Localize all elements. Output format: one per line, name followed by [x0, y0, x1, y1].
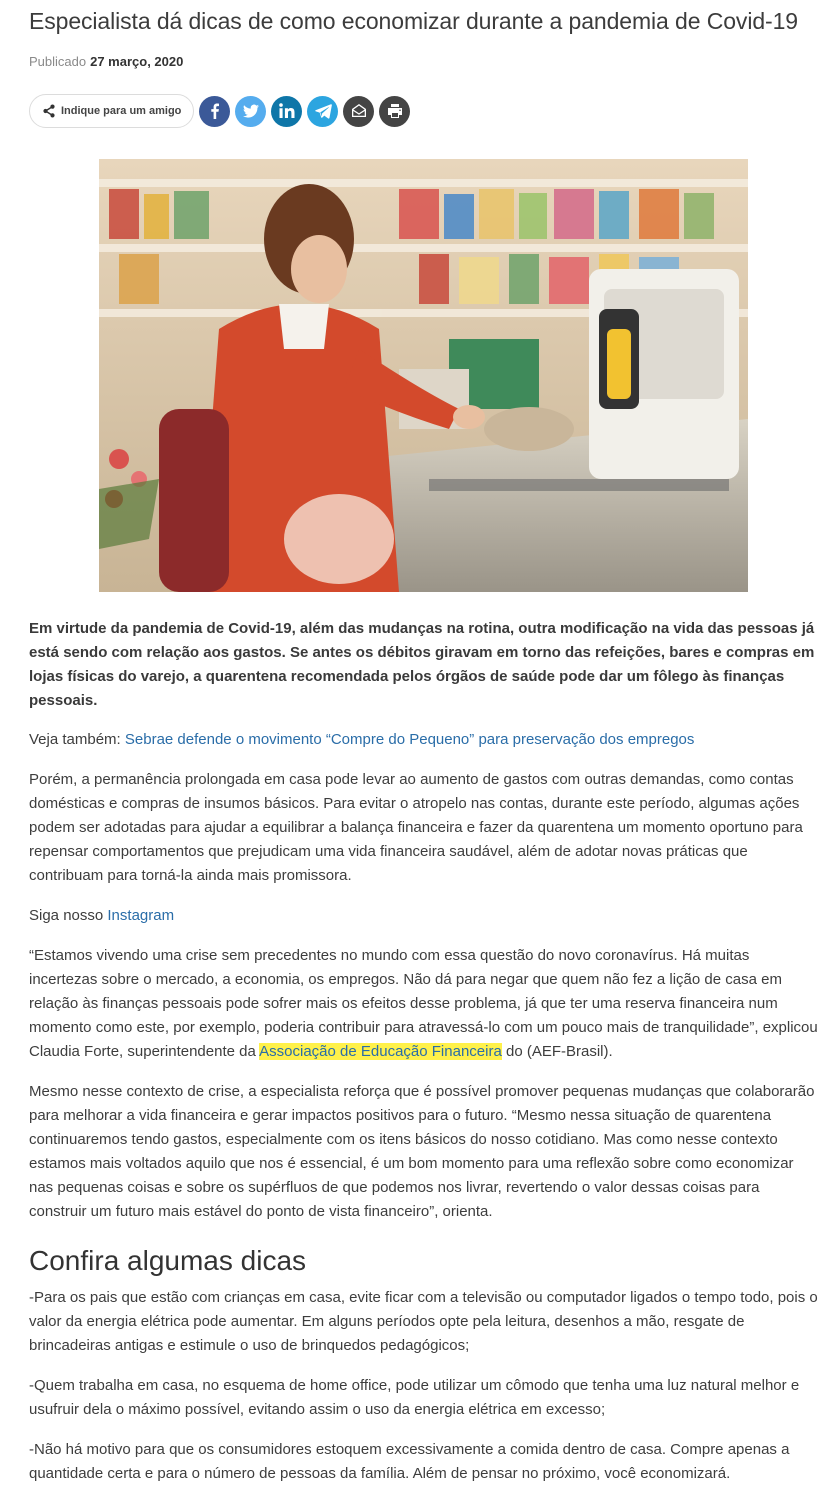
print-icon [387, 103, 403, 119]
article-title: Especialista dá dicas de como economizar durante a pandemia de Covid-19 [29, 8, 798, 34]
quote-paragraph [29, 944, 819, 1064]
quote-text: “Estamos vivendo uma crise sem precedentes no mundo com essa questão do novo coronavírus. Há muitas incertezas sobre o mercado, a economia, os empregos. Não dá para negar que quem não fez a lição de casa em relação às finanças pessoais pode sofrer mais os efeitos desse problema, já que ter uma reserva financeira num momento como este, por exemplo, poderia contribuir para atravessá-lo com um pouco mais de tranquilidade”, explicou Claudia Forte, superintendente da [29, 947, 818, 1060]
article-lead: Em virtude da pandemia de Covid-19, além das mudanças na rotina, outra modificação na vida das pessoas já está sendo com relação aos gastos. Se antes os débitos giravam em torno das refeições, bares e compras em lojas físicas do varejo, a quarentena recomendada pelos órgãos de saúde pode dar um fôlego às finanças pessoais. [29, 620, 815, 709]
linkedin-icon [279, 103, 295, 119]
linkedin-share-button[interactable] [271, 96, 302, 127]
tip-item: -Para os pais que estão com crianças em casa, evite ficar com a televisão ou computador ligados o tempo todo, pois o valor da energia elétrica pode aumentar. Em alguns períodos opte pela leitura, desenhos a mão, resgate de brincadeiras antigas e estimule o uso de brinquedos pedagógicos; [29, 1289, 818, 1354]
share-with-friend-button[interactable] [29, 94, 194, 128]
share-toolbar [29, 94, 410, 128]
facebook-icon [207, 103, 223, 119]
hero-photo [99, 159, 748, 592]
telegram-icon [315, 103, 331, 119]
facebook-share-button[interactable] [199, 96, 230, 127]
follow-prefix: Siga nosso [29, 907, 108, 924]
supermarket-checkout-photo [99, 159, 748, 592]
see-also-paragraph [29, 728, 819, 752]
body-paragraph: Mesmo nesse contexto de crise, a especialista reforça que é possível promover pequenas mudanças que colaborarão para melhorar a vida financeira e gerar impactos positivos para o futuro. “Mesmo nessa situação de quarentena continuaremos tendo gastos, especialmente com os itens básicos do nosso cotidiano. Mas como nesse contexto estamos mais voltados aquilo que nos é essencial, é um bom momento para uma reflexão sobre como economizar nas pequenas coisas e sobre os supérfluos de que podemos nos livrar, revertendo o valor dessas coisas para construir um futuro mais estável do ponto de vista financeiro”, orienta. [29, 1083, 815, 1220]
telegram-share-button[interactable] [307, 96, 338, 127]
email-share-button[interactable] [343, 96, 374, 127]
twitter-icon [243, 103, 259, 119]
article-body [29, 617, 819, 1502]
follow-paragraph [29, 904, 819, 928]
publish-meta [29, 54, 183, 69]
tip-item: -Quem trabalha em casa, no esquema de home office, pode utilizar um cômodo que tenha uma luz natural melhor e usufruir dela o máximo possível, evitando assim o uso da energia elétrica em excesso; [29, 1377, 800, 1418]
tip-item: -Não há motivo para que os consumidores estoquem excessivamente a comida dentro de casa. Compre apenas a quantidade certa e para o número de pessoas da família. Além de pensar no próximo, você economizará. [29, 1441, 790, 1482]
share-label: Indique para um amigo [61, 105, 182, 117]
see-also-prefix: Veja também: [29, 731, 125, 748]
share-icon [42, 104, 56, 118]
see-also-link[interactable]: Sebrae defende o movimento “Compre do Pequeno” para preservação dos empregos [124, 731, 695, 748]
published-label: Publicado [29, 54, 87, 69]
section-heading: Confira algumas dicas [29, 1245, 307, 1276]
quote-suffix: do (AEF-Brasil). [501, 1043, 613, 1060]
body-paragraph: Porém, a permanência prolongada em casa pode levar ao aumento de gastos com outras demandas, como contas domésticas e compras de insumos básicos. Para evitar o atropelo nas contas, durante este período, algumas ações podem ser adotadas para ajudar a equilibrar a balança financeira e fazer da quarentena um momento oportuno para repensar comportamentos que prejudicam uma vida financeira saudável, além de adotar novas práticas que contribuam para torná-la ainda mais promissora. [29, 771, 803, 884]
aef-link[interactable]: Associação de Educação Financeira [259, 1043, 502, 1060]
print-button[interactable] [379, 96, 410, 127]
published-date: 27 março, 2020 [90, 54, 184, 69]
email-icon [351, 103, 367, 119]
twitter-share-button[interactable] [235, 96, 266, 127]
instagram-link[interactable]: Instagram [107, 907, 175, 924]
